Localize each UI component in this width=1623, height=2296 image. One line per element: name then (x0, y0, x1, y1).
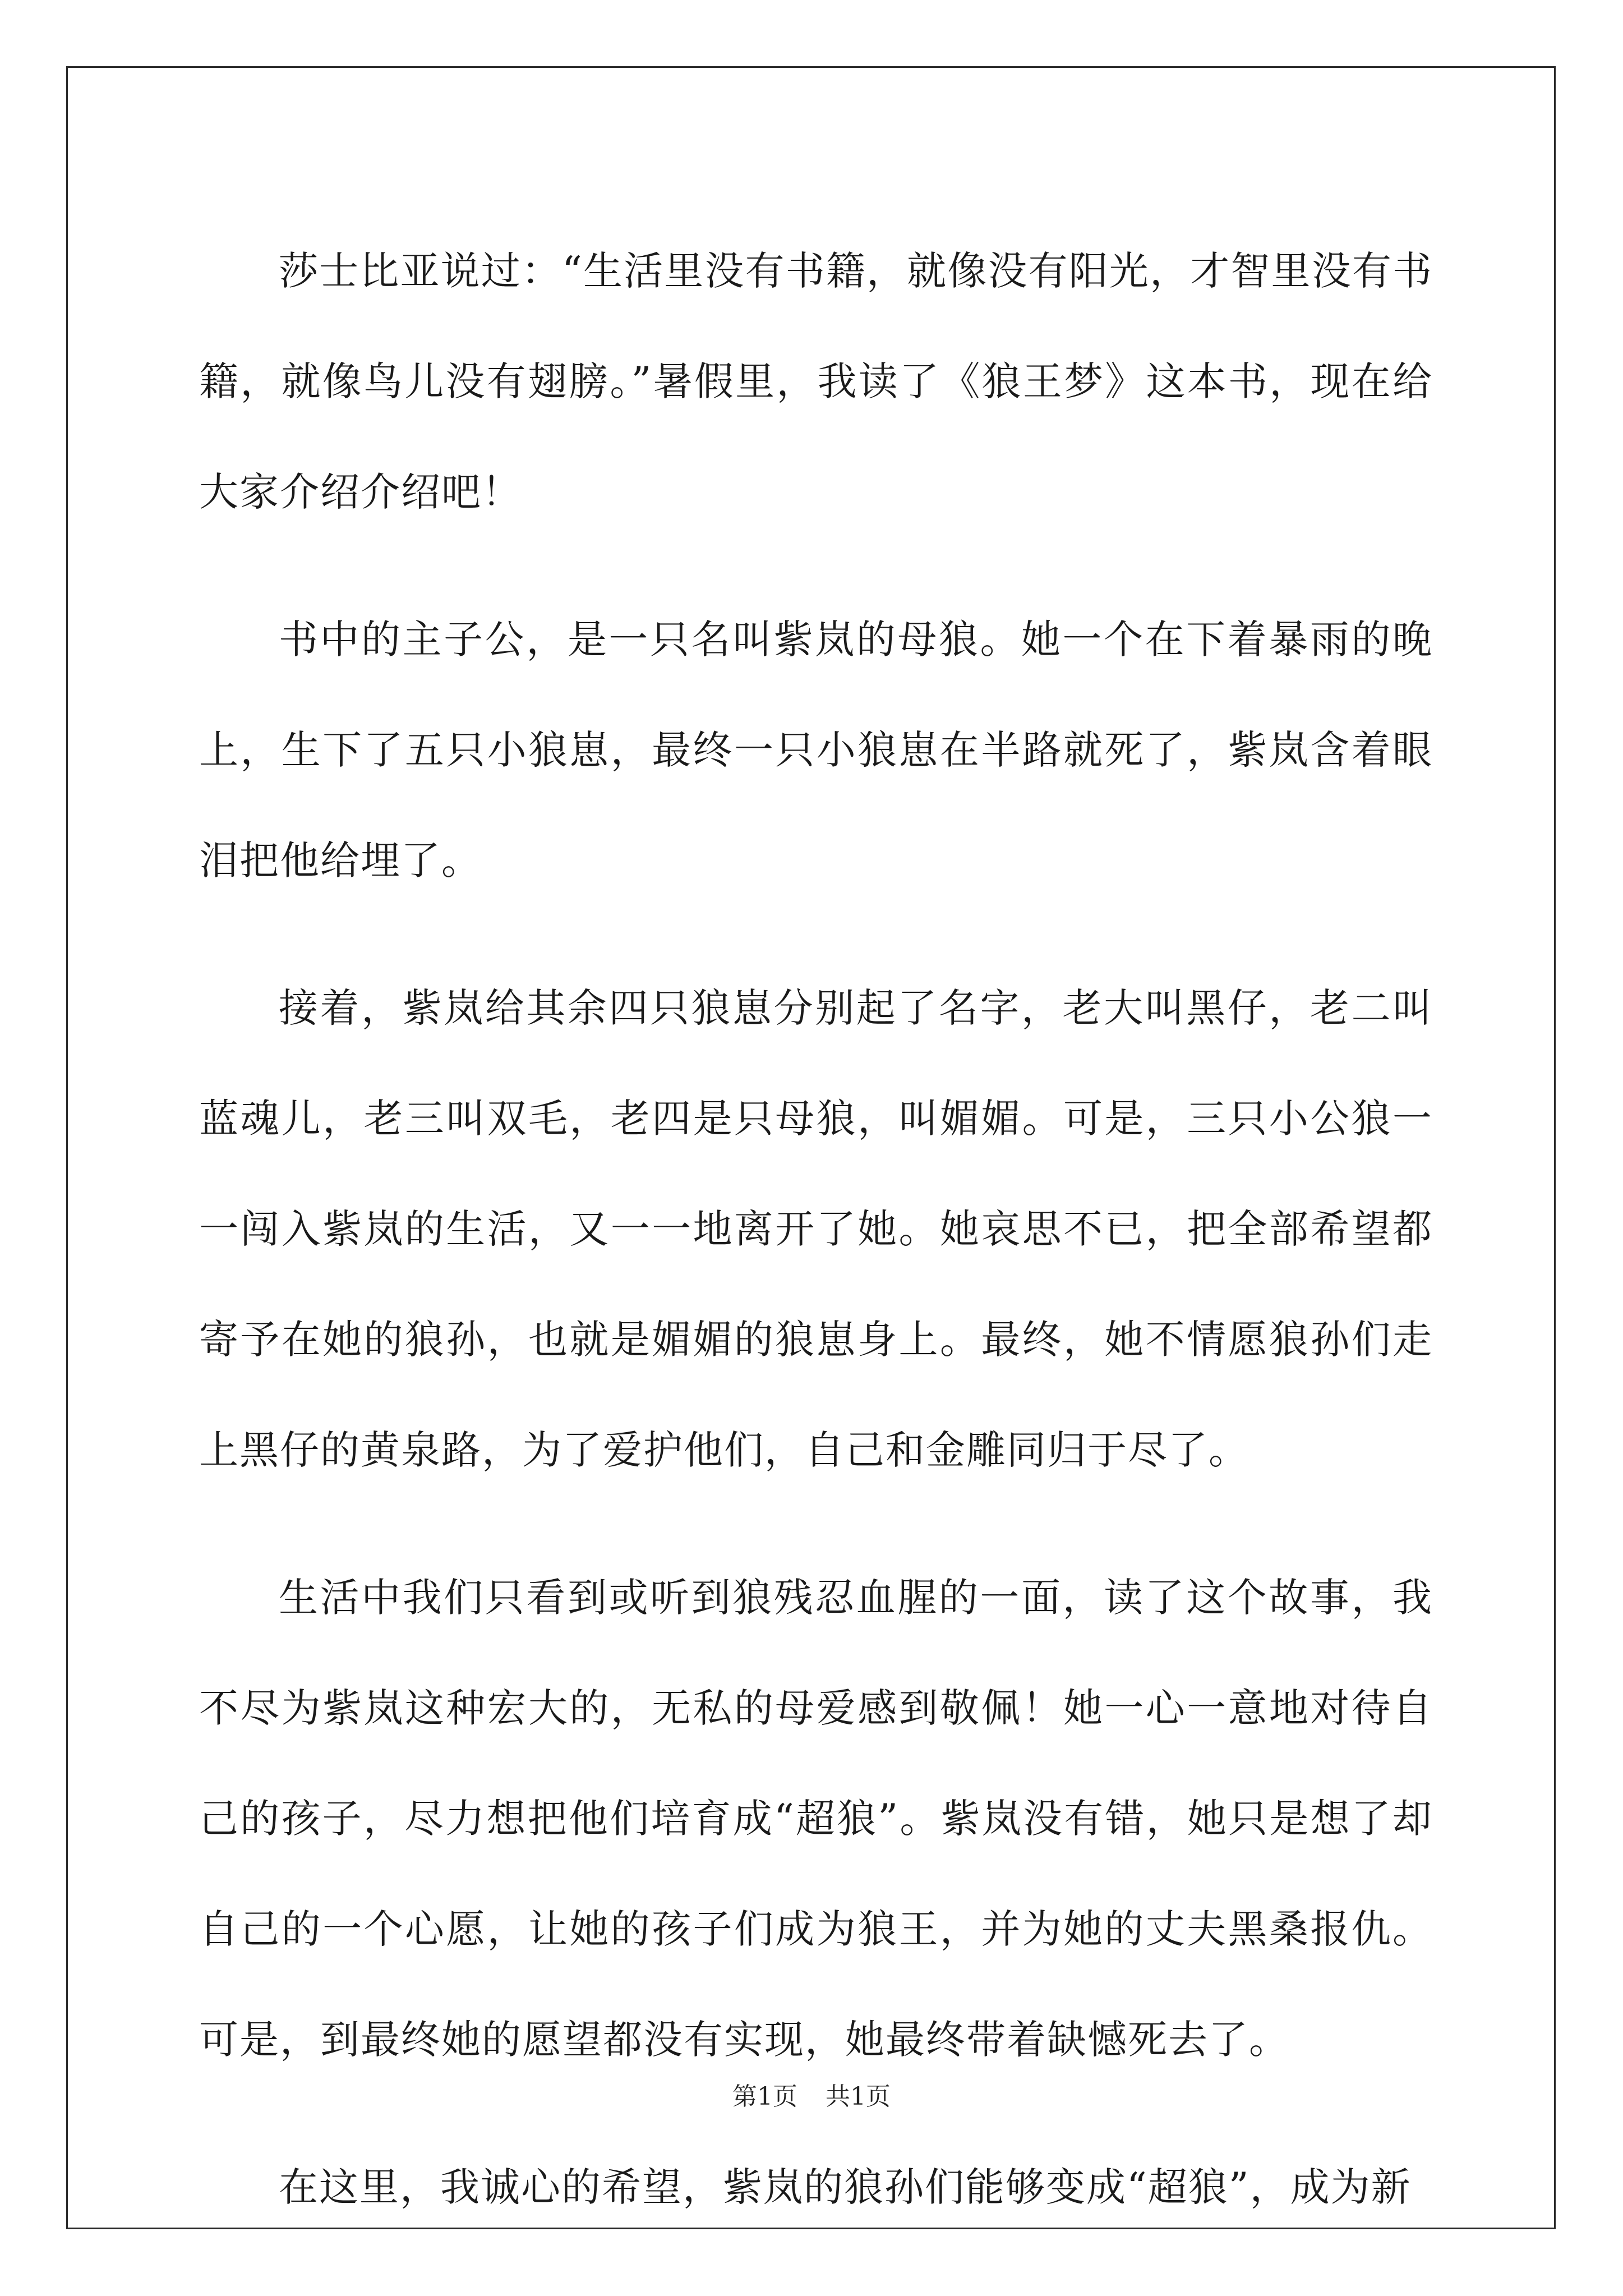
paragraph: 书中的主子公，是一只名叫紫岚的母狼。她一个在下着暴雨的晚上，生下了五只小狼崽，最终一只小狼崽在半路就死了，紫岚含着眼泪把他给埋了。 (199, 616, 1433, 884)
paragraph: 莎士比亚说过：“生活里没有书籍，就像没有阳光，才智里没有书籍，就像鸟儿没有翅膀。”暑假里，我读了《狼王梦》这本书，现在给大家介绍介绍吧！ (199, 248, 1433, 515)
page-number: 第1页 (732, 2082, 797, 2111)
page-total: 共1页 (826, 2082, 891, 2111)
paragraph: 接着，紫岚给其余四只狼崽分别起了名字，老大叫黑仔，老二叫蓝魂儿，老三叫双毛，老四是只母狼，叫媚媚。可是，三只小公狼一一闯入紫岚的生活，又一一地离开了她。她哀思不已，把全部希望都寄予在她的狼孙，也就是媚媚的狼崽身上。最终，她不情愿狼孙们走上黑仔的黄泉路，为了爱护他们，自己和金雕同归于尽了。 (199, 985, 1433, 1473)
page-footer (0, 2080, 1623, 2114)
document-body (199, 216, 1433, 2280)
paragraph: 生活中我们只看到或听到狼残忍血腥的一面，读了这个故事，我不尽为紫岚这种宏大的，无私的母爱感到敬佩！她一心一意地对待自己的孩子，尽力想把他们培育成“超狼”。紫岚没有错，她只是想了却自己的一个心愿，让她的孩子们成为狼王，并为她的丈夫黑桑报仇。可是，到最终她的愿望都没有实现，她最终带着缺憾死去了。 (199, 1575, 1433, 2063)
paragraph: 在这里，我诚心的希望，紫岚的狼孙们能够变成“超狼”，成为新 (279, 2164, 1412, 2210)
